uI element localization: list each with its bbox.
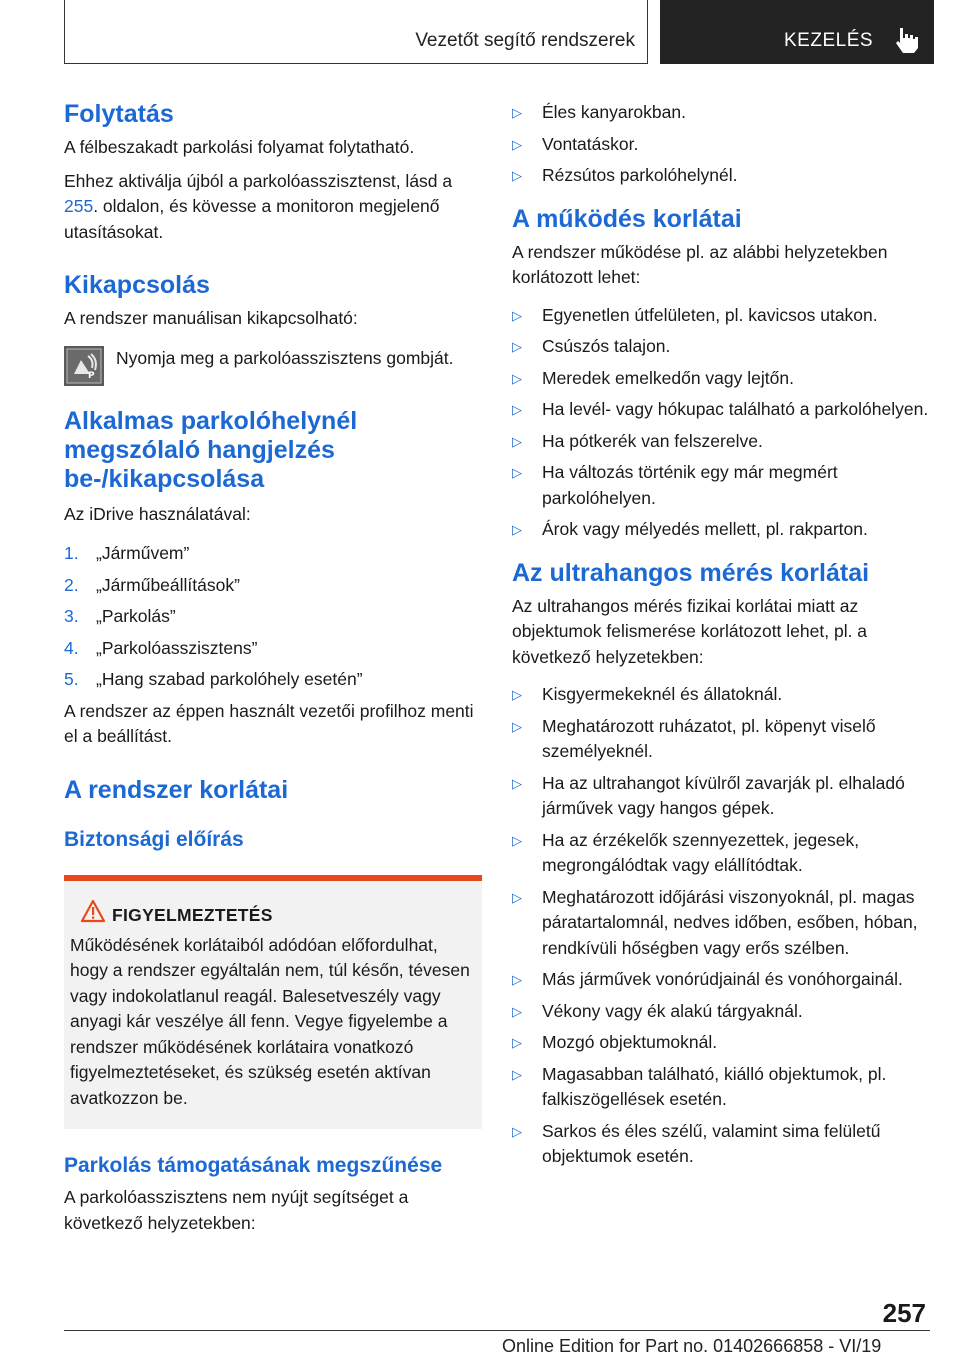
list-item-text: Ha pótkerék van felszerelve. <box>542 430 763 451</box>
list-item-text: Ha változás történik egy már megmért parkolóhelyen. <box>542 462 838 508</box>
triangle-bullet-icon: ▷ <box>512 307 522 323</box>
step-item <box>64 667 482 693</box>
triangle-bullet-icon: ▷ <box>512 775 522 791</box>
bullet-list <box>512 682 930 1170</box>
triangle-bullet-icon: ▷ <box>512 136 522 152</box>
list-item-text: Ha az ultrahangot kívülről zavarják pl. elhaladó járművek vagy hangos gépek. <box>542 772 905 818</box>
page-number: 257 <box>882 1298 926 1328</box>
step-item <box>64 636 482 662</box>
paragraph: A rendszer működése pl. az alábbi helyzetekben korlátozott lehet: <box>512 241 888 287</box>
warning-title <box>70 903 476 927</box>
triangle-bullet-icon: ▷ <box>512 105 522 120</box>
list-item <box>512 132 930 158</box>
page-link[interactable]: 255 <box>64 196 94 216</box>
list-item-text: Más járművek vonórúdjainál és vonóhorgainál. <box>542 969 903 989</box>
paragraph-text: . oldalon, és kövesse a monitoron megjelenő utasításokat. <box>64 196 440 242</box>
list-item <box>512 1119 930 1170</box>
step-item <box>64 604 482 630</box>
footer-edition-text: Online Edition for Part no. 01402666858 - VI/19 <box>502 1336 882 1356</box>
warning-text: Működésének korlátaiból adódóan előfordulhat, hogy a rendszer egyáltalán nem, túl későn, tévesen vagy indokolatlanul reagál. Balesetveszély vagy anyagi kár veszélye áll fenn. Vegye figyelembe a rendszer működésének korlátaira vonatkozó figyelmeztetéseket, és szükség esetén aktívan avatkozzon be. <box>70 934 470 1108</box>
list-item-text: Árok vagy mélyedés mellett, pl. rakparton. <box>542 519 868 539</box>
button-instruction <box>64 346 482 406</box>
list-item-text: Egyenetlen útfelületen, pl. kavicsos utakon. <box>542 304 878 325</box>
list-item-text: Magasabban található, kiálló objektumok, pl. falkiszögellések esetén. <box>542 1063 887 1109</box>
list-item-text: Ha levél- vagy hókupac található a parkolóhelyen. <box>542 399 929 419</box>
list-item-text: Meghatározott időjárási viszonyoknál, pl. magas páratartalomnál, nedves időben, esőben, hóban, rendkívüli hőségben vagy erős szélben. <box>542 886 918 958</box>
hand-pointer-icon <box>894 26 920 54</box>
heading-megszunes: Parkolás támogatásának megszűnése <box>64 1154 443 1177</box>
paragraph: A félbeszakadt parkolási folyamat folytatható. <box>64 137 415 157</box>
triangle-bullet-icon: ▷ <box>512 465 522 480</box>
list-item-text: Kisgyermekeknél és állatoknál. <box>542 684 783 704</box>
step-text: „Parkolás” <box>96 606 176 626</box>
heading-biztonsagi: Biztonsági előírás <box>64 827 244 851</box>
list-item-text: Mozgó objektumoknál. <box>542 1032 718 1052</box>
triangle-bullet-icon: ▷ <box>512 402 522 417</box>
triangle-bullet-icon: ▷ <box>512 832 522 848</box>
triangle-bullet-icon: ▷ <box>512 1066 522 1082</box>
header-chapter-box <box>660 0 934 64</box>
paragraph <box>64 169 482 246</box>
list-item <box>512 1062 930 1113</box>
list-item <box>512 100 930 126</box>
list-item-text: Meredek emelkedőn vagy lejtőn. <box>542 367 794 388</box>
step-text: „Parkolóasszisztens” <box>96 637 258 658</box>
warning-triangle-icon <box>80 899 106 923</box>
list-item-text: Sarkos és éles szélű, valamint sima felületű objektumok esetén. <box>542 1120 881 1166</box>
footer-divider <box>64 1330 930 1331</box>
step-list <box>64 541 482 693</box>
warning-box <box>64 875 482 1130</box>
bullet-list <box>512 303 930 543</box>
list-item <box>512 967 930 993</box>
list-item <box>512 714 930 765</box>
triangle-bullet-icon: ▷ <box>512 1003 522 1019</box>
list-item <box>512 999 930 1025</box>
list-item <box>512 366 930 392</box>
list-item <box>512 334 930 360</box>
step-number: 3. <box>64 606 79 626</box>
triangle-bullet-icon: ▷ <box>512 522 522 537</box>
step-number: 1. <box>64 543 79 563</box>
heading-alkalmas: Alkalmas parkolóhelynél megszólaló hangjelzés be-/kikapcsolása <box>64 406 358 493</box>
list-item <box>512 397 930 423</box>
paragraph: A rendszer manuálisan kikapcsolható: <box>64 308 358 328</box>
list-item <box>512 460 930 511</box>
list-item-text: Ha az érzékelők szennyezettek, jegesek, megrongálódtak vagy elállítódtak. <box>542 829 860 875</box>
heading-korlatai: A rendszer korlátai <box>64 775 289 804</box>
list-item <box>512 1030 930 1056</box>
step-item <box>64 573 482 599</box>
left-column <box>64 100 482 1236</box>
footer-edition <box>502 1336 881 1357</box>
triangle-bullet-icon: ▷ <box>512 370 522 386</box>
heading-folytatas: Folytatás <box>64 100 174 128</box>
step-text: „Hang szabad parkolóhely esetén” <box>96 669 363 689</box>
parking-assistant-button-icon <box>64 346 104 386</box>
triangle-bullet-icon: ▷ <box>512 687 522 702</box>
list-item-text: Meghatározott ruházatot, pl. köpenyt viselő személyeknél. <box>542 715 876 761</box>
triangle-bullet-icon: ▷ <box>512 718 522 734</box>
paragraph-text: Ehhez aktiválja újból a parkolóasszisztenst, lásd a <box>64 170 453 191</box>
list-item <box>512 429 930 455</box>
triangle-bullet-icon: ▷ <box>512 889 522 905</box>
header-section-box <box>64 0 648 64</box>
step-number: 2. <box>64 574 79 595</box>
header-section-title: Vezetőt segítő rendszerek <box>415 30 635 51</box>
step-text: „Járművem” <box>96 543 190 563</box>
paragraph: Az ultrahangos mérés fizikai korlátai miatt az objektumok felismerése korlátozott lehet, pl. a következő helyzetekben: <box>512 595 868 667</box>
list-item-text: Vékony vagy ék alakú tárgyaknál. <box>542 1000 803 1021</box>
step-item <box>64 541 482 567</box>
bullet-list <box>512 100 930 189</box>
triangle-bullet-icon: ▷ <box>512 433 522 449</box>
step-text: „Járműbeállítások” <box>96 574 240 595</box>
heading-ultrahang: Az ultrahangos mérés korlátai <box>512 558 870 587</box>
list-item-text: Csúszós talajon. <box>542 336 671 356</box>
svg-text:P: P <box>88 370 95 381</box>
step-number: 5. <box>64 669 79 689</box>
header-chapter-title: KEZELÉS <box>784 30 874 51</box>
triangle-bullet-icon: ▷ <box>512 1123 522 1139</box>
paragraph: Az iDrive használatával: <box>64 503 251 524</box>
button-instruction-text: Nyomja meg a parkolóasszisztens gombját. <box>116 347 454 368</box>
list-item-text: Vontatáskor. <box>542 133 639 154</box>
paragraph: A parkolóasszisztens nem nyújt segítséget a következő helyzetekben: <box>64 1187 409 1233</box>
heading-mukodes: A működés korlátai <box>512 204 742 233</box>
list-item <box>512 771 930 822</box>
list-item <box>512 163 930 189</box>
triangle-bullet-icon: ▷ <box>512 1035 522 1050</box>
triangle-bullet-icon: ▷ <box>512 168 522 183</box>
heading-kikapcsolas: Kikapcsolás <box>64 271 210 299</box>
list-item-text: Rézsútos parkolóhelynél. <box>542 165 738 185</box>
list-item <box>512 682 930 708</box>
triangle-bullet-icon: ▷ <box>512 339 522 354</box>
list-item <box>512 303 930 329</box>
paragraph: A rendszer az éppen használt vezetői profilhoz menti el a beállítást. <box>64 700 474 746</box>
list-item <box>512 517 930 543</box>
right-column <box>512 100 930 1176</box>
warning-title-text: FIGYELMEZTETÉS <box>112 904 273 925</box>
list-item-text: Éles kanyarokban. <box>542 102 686 122</box>
list-item <box>512 885 930 962</box>
triangle-bullet-icon: ▷ <box>512 972 522 987</box>
step-number: 4. <box>64 637 79 658</box>
list-item <box>512 828 930 879</box>
